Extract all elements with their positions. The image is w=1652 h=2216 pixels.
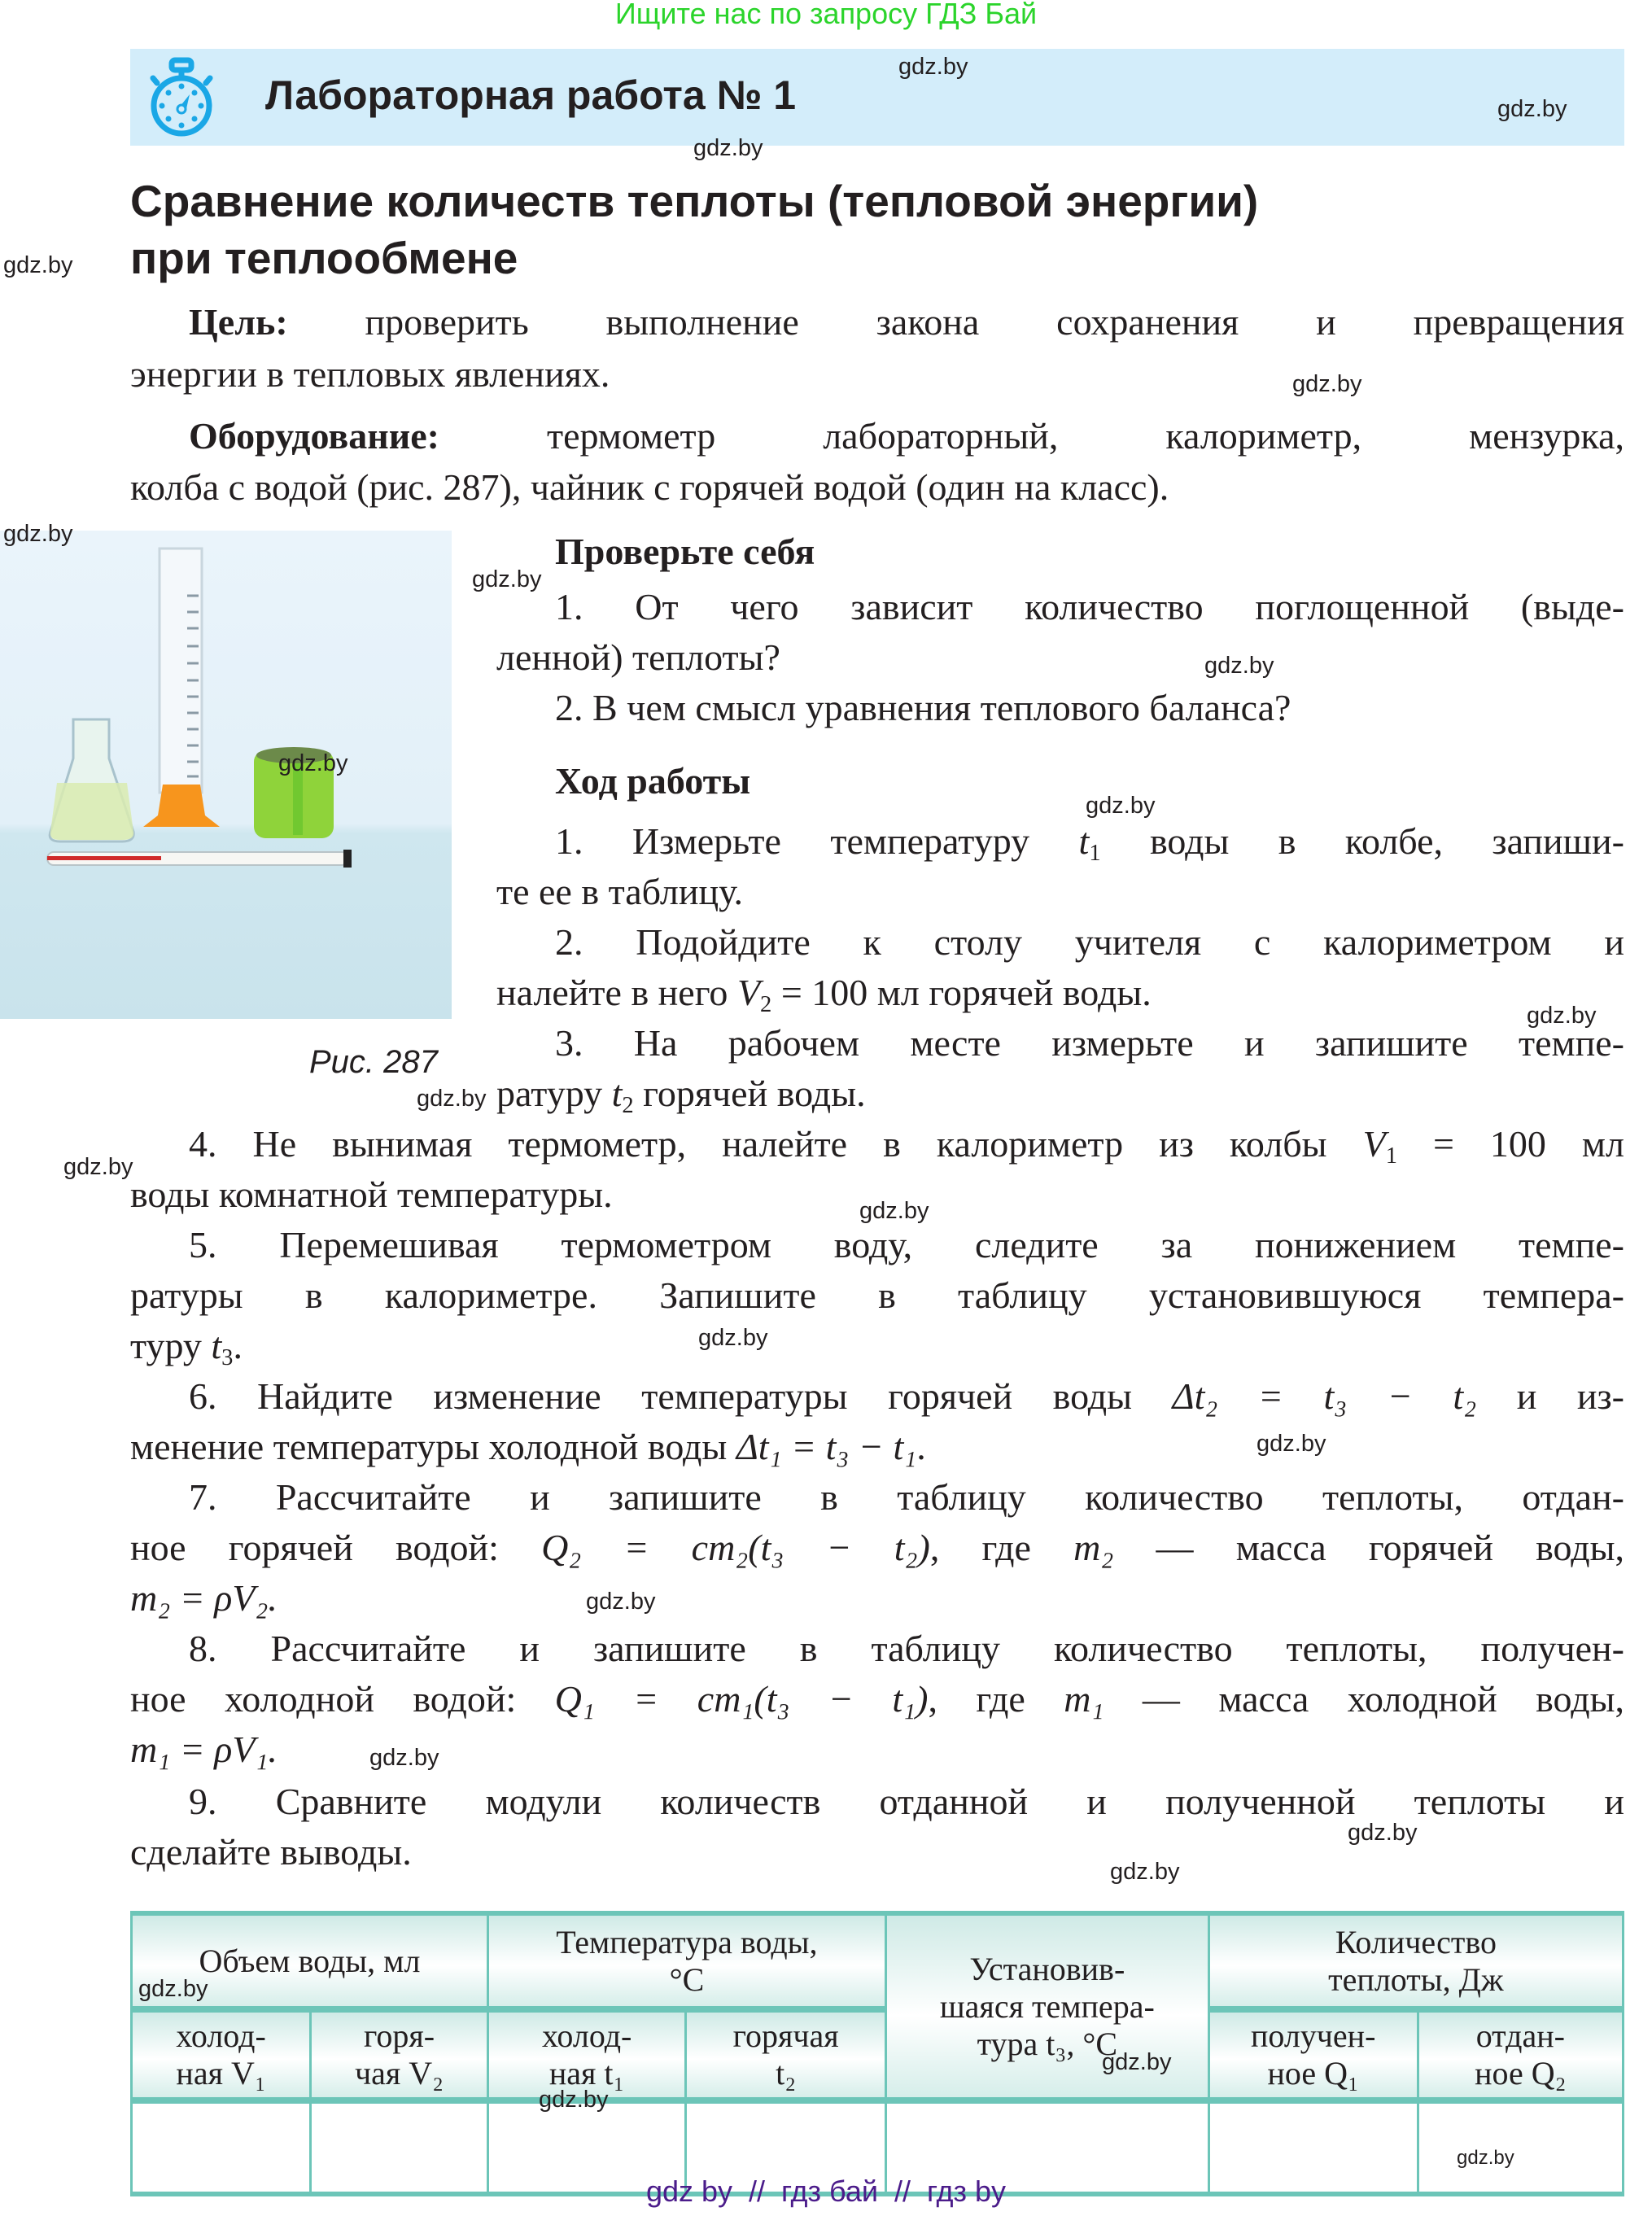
header-text: чая V₂ (355, 2055, 444, 2091)
step-9-line-2: сделайте выводы. (130, 1831, 412, 1873)
goal-line-2: энергии в тепловых явлениях. (130, 353, 610, 395)
footer-links: gdz by // гдз бай // гдз by (645, 2174, 1007, 2208)
watermark: gdz.by (3, 252, 73, 278)
step-7-line-1: 7. Рассчитайте и запишите в таблицу количество теплоты, отдан- (189, 1476, 1624, 1518)
header-text: холод- (541, 2017, 632, 2054)
formula: Δt₂ = t₃ − t₂ (1172, 1375, 1477, 1417)
var: m₂ (1073, 1527, 1114, 1568)
header-text: отдан- (1475, 2017, 1565, 2054)
header-text: шаяся темпера- (939, 1987, 1155, 2025)
watermark: gdz.by (417, 1086, 487, 1112)
equipment-text: термометр лабораторный, калориметр, мензурка, (546, 415, 1624, 457)
step-text: , где (928, 1678, 1064, 1720)
watermark: gdz.by (1086, 793, 1156, 819)
formula: Q₁ = cm₁(t₃ − t₁) (554, 1678, 929, 1720)
step-8-line-2 (130, 1673, 1624, 1724)
step-text: воды в колбе, запиши- (1100, 820, 1624, 862)
equipment-label: Оборудование: (189, 415, 439, 457)
col-hot-volume (311, 2009, 488, 2100)
watermark: gdz.by (1204, 653, 1274, 679)
col-hot-temperature (686, 2009, 886, 2100)
watermark: gdz.by (369, 1745, 439, 1771)
equipment-line-2: колба с водой (рис. 287), чайник с горячей водой (один на класс). (130, 466, 1169, 508)
check-q1-line-2: ленной) теплоты? (496, 636, 780, 678)
var: V (1362, 1123, 1386, 1165)
watermark: gdz.by (1110, 1859, 1180, 1885)
watermark: gdz.by (3, 521, 73, 547)
col-group-temperature (487, 1913, 885, 2009)
step-text: 1. Измерьте температуру (555, 820, 1079, 862)
col-group-heat (1208, 1913, 1623, 2009)
watermark: gdz.by (1497, 96, 1567, 122)
step-4-line-2: воды комнатной температуры. (130, 1174, 613, 1215)
check-yourself-title: Проверьте себя (555, 531, 815, 572)
header-text: ное Q₂ (1475, 2055, 1567, 2091)
step-text: ратуру (496, 1073, 612, 1114)
watermark: gdz.by (1256, 1431, 1326, 1457)
watermark: gdz.by (898, 54, 968, 80)
step-9-line-1: 9. Сравните модули количеств отданной и полученной теплоты и (189, 1781, 1624, 1822)
step-text: ное холодной водой: (130, 1678, 555, 1720)
header-text: Установив- (969, 1950, 1125, 1987)
step-6-line-2 (130, 1421, 926, 1472)
step-3-line-1: 3. На рабочем месте измерьте и запишите темпе- (555, 1022, 1624, 1064)
check-q1-line-1: 1. От чего зависит количество поглощенной (выде- (555, 586, 1624, 627)
var: t (211, 1325, 222, 1366)
check-q2: 2. В чем смысл уравнения теплового баланса? (555, 687, 1291, 728)
step-text: . (233, 1325, 243, 1366)
watermark: gdz.by (698, 1325, 768, 1351)
header-text: Температура воды, (556, 1923, 818, 1960)
goal-label: Цель: (189, 301, 288, 343)
watermark: gdz.by (1457, 2147, 1514, 2169)
step-5-line-1: 5. Перемешивая термометром воду, следите за понижением темпе- (189, 1224, 1624, 1265)
watermark: gdz.by (859, 1198, 929, 1224)
header-text: Количество (1335, 1923, 1497, 1960)
step-text: = 100 мл горячей воды. (771, 972, 1152, 1013)
lab-title: Лабораторная работа № 1 (265, 72, 797, 118)
subscript: 1 (1089, 840, 1101, 866)
col-group-volume: Объем воды, мл (132, 1913, 488, 2009)
step-text: 4. Не вынимая термометр, налейте в калориметр из колбы (189, 1123, 1363, 1165)
step-text: горячей воды. (633, 1073, 866, 1114)
header-text: ная V₁ (176, 2055, 266, 2091)
step-text: , где (929, 1527, 1074, 1568)
step-1-line-1 (555, 815, 1624, 867)
step-4-line-1 (189, 1118, 1624, 1169)
watermark: gdz.by (539, 2087, 609, 2113)
equipment-line-1 (189, 410, 1624, 461)
step-text: налейте в него (496, 972, 737, 1013)
header-text: тура t₃, °С (977, 2025, 1118, 2062)
step-text: = 100 мл (1396, 1123, 1624, 1165)
stopwatch-icon (146, 57, 216, 138)
figure-caption: Рис. 287 (309, 1044, 438, 1080)
step-7-line-2 (130, 1522, 1624, 1573)
lab-heading-line-2: при теплообмене (130, 233, 518, 283)
var: m₁ (1064, 1678, 1104, 1720)
header-text: горячая (732, 2017, 839, 2054)
header-text: горя- (364, 2017, 435, 2054)
step-3-line-2 (496, 1068, 866, 1119)
watermark: gdz.by (586, 1589, 656, 1615)
step-8-line-1: 8. Рассчитайте и запишите в таблицу количество теплоты, получен- (189, 1628, 1624, 1669)
lab-equipment-illustration (0, 531, 452, 1019)
header-text: °С (669, 1960, 705, 1998)
col-heat-received (1208, 2009, 1418, 2100)
figure-287-photo (0, 531, 452, 1019)
watermark: gdz.by (63, 1154, 133, 1180)
subscript: 2 (622, 1092, 634, 1118)
watermark: gdz.by (138, 1976, 208, 2002)
subscript: 2 (760, 991, 772, 1017)
watermark: gdz.by (1292, 371, 1362, 397)
results-table (130, 1911, 1624, 2196)
var: V (736, 972, 761, 1013)
header-text: ная t₁ (548, 2055, 625, 2091)
step-5-line-3 (130, 1320, 243, 1371)
header-text: холод- (176, 2017, 266, 2054)
step-text: ное горячей водой: (130, 1527, 542, 1568)
step-2-line-2 (496, 967, 1152, 1018)
step-text: туру (130, 1325, 212, 1366)
header-text: получен- (1250, 2017, 1376, 2054)
formula: Δt₁ = t₃ − t₁ (736, 1426, 917, 1467)
step-1-line-2: те ее в таблицу. (496, 871, 743, 912)
step-text: — масса горячей воды, (1113, 1527, 1625, 1568)
var: t (1078, 820, 1090, 862)
col-cold-volume (132, 2009, 311, 2100)
goal-line-1 (189, 296, 1624, 347)
watermark: gdz.by (693, 135, 763, 161)
step-8-line-3: m₁ = ρV₁. (130, 1729, 278, 1770)
step-7-line-3: m₂ = ρV₂. (130, 1577, 278, 1619)
header-text: ное Q₁ (1267, 2055, 1359, 2091)
subscript: 3 (221, 1344, 234, 1370)
header-text: теплоты, Дж (1328, 1960, 1504, 1998)
step-text: и из- (1476, 1375, 1624, 1417)
step-2-line-1: 2. Подойдите к столу учителя с калориметром и (555, 921, 1624, 963)
step-text: 6. Найдите изменение температуры горячей воды (189, 1375, 1173, 1417)
watermark: gdz.by (472, 566, 542, 592)
step-6-line-1 (189, 1370, 1624, 1422)
col-heat-given (1418, 2009, 1623, 2100)
watermark: gdz.by (1527, 1003, 1597, 1029)
subscript: 1 (1385, 1143, 1397, 1169)
var: t (611, 1073, 623, 1114)
formula: Q₂ = cm₂(t₃ − t₂) (541, 1527, 930, 1568)
watermark: gdz.by (1348, 1820, 1418, 1846)
lab-heading-line-1: Сравнение количеств теплоты (тепловой энергии) (130, 176, 1259, 226)
step-text: менение температуры холодной воды (130, 1426, 736, 1467)
step-text: — масса холодной воды, (1104, 1678, 1625, 1720)
procedure-title: Ход работы (555, 760, 751, 802)
header-text: t₂ (776, 2055, 797, 2091)
step-5-line-2: ратуры в калориметре. Запишите в таблицу установившуюся темпера- (130, 1274, 1624, 1316)
top-banner: Ищите нас по запросу ГДЗ Бай (614, 0, 1038, 30)
step-text: . (916, 1426, 926, 1467)
watermark: gdz.by (278, 750, 348, 776)
watermark: gdz.by (1102, 2049, 1172, 2075)
goal-text: проверить выполнение закона сохранения и превращения (365, 301, 1625, 343)
